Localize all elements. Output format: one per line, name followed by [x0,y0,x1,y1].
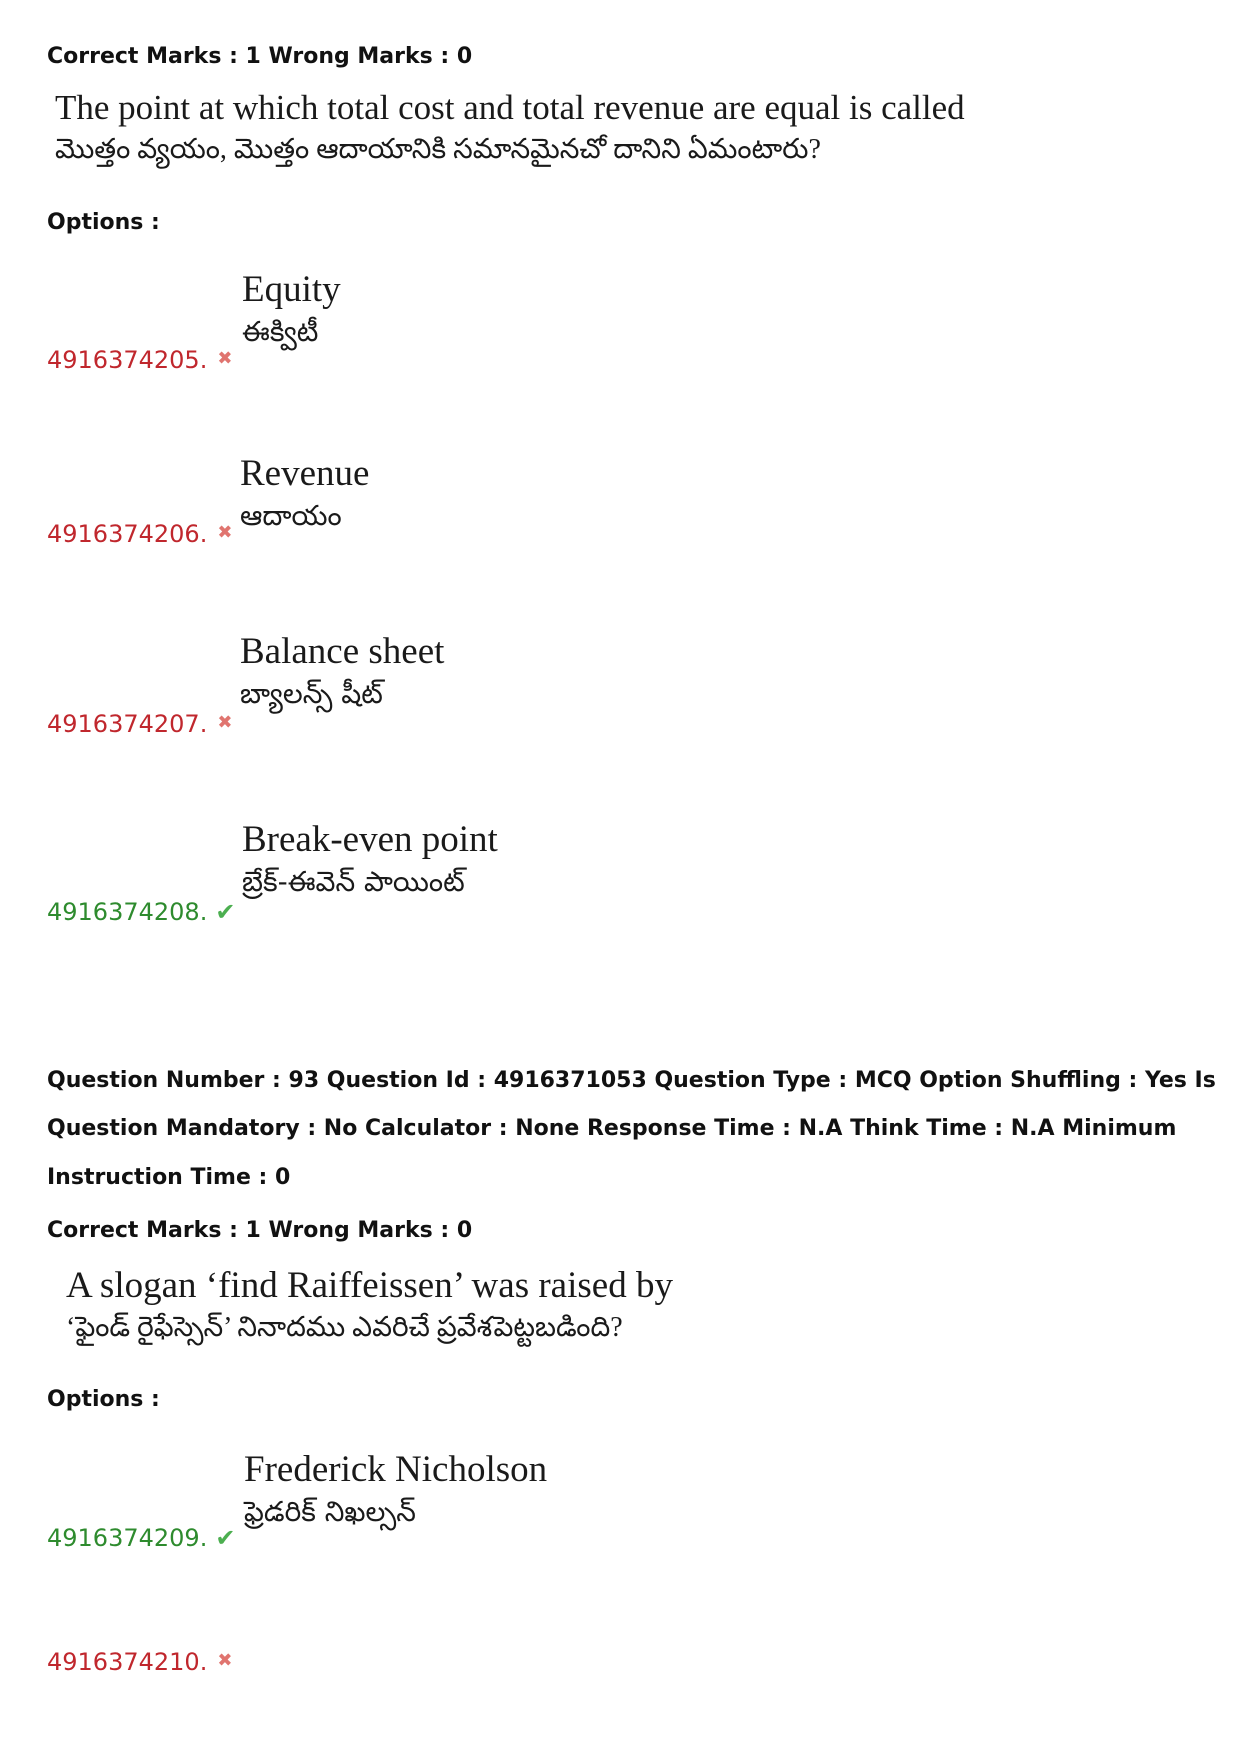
q92-option-2-id: 4916374206. [47,520,208,548]
q93-question-en: A slogan ‘find Raiffeissen’ was raised by [66,1265,673,1306]
q92-option-2-image [240,452,369,536]
q93-option-1-row [47,1524,235,1552]
q93-header-line2: Question Mandatory : No Calculator : None Response Time : N.A Think Time : N.A Minimum [47,1116,1177,1141]
q93-option-1-te: ఫ్రెడరిక్ నిఖల్సన్ [244,1495,416,1528]
q92-option-3-image [240,630,444,714]
cross-icon: ✖ [217,712,233,733]
cross-icon: ✖ [217,1650,233,1671]
q92-option-2-en: Revenue [240,453,370,494]
q92-option-1-te: ఈక్విటీ [242,315,319,348]
q93-options-label: Options : [47,1387,160,1412]
q92-option-3-row [47,710,232,738]
q92-option-2-te: ఆదాయం [240,499,342,532]
q92-option-4-row [47,898,235,926]
cross-icon: ✖ [217,522,233,543]
check-icon: ✔ [215,898,236,926]
q93-option-2-row [47,1648,232,1676]
q92-option-4-id: 4916374208. [47,898,208,926]
q92-option-3-id: 4916374207. [47,710,208,738]
q92-option-1-en: Equity [242,269,341,310]
q92-question-te: మొత్తం వ్యయం, మొత్తం ఆదాయానికి సమానమైనచో దానిని ఏమంటారు? [55,134,821,165]
q93-header-line1: Question Number : 93 Question Id : 4916371053 Question Type : MCQ Option Shuffling : Yes Is [47,1068,1216,1093]
q92-option-2-row [47,520,232,548]
q92-option-1-image [242,268,341,352]
q93-option-1-id: 4916374209. [47,1524,208,1552]
q93-question-image [66,1264,673,1348]
q93-option-1-en: Frederick Nicholson [244,1449,548,1490]
check-icon: ✔ [215,1524,236,1552]
q92-option-1-id: 4916374205. [47,346,208,374]
q92-option-1-row [47,346,232,374]
q92-option-3-en: Balance sheet [240,631,445,672]
q92-option-4-en: Break-even point [242,819,498,860]
q93-option-2-id: 4916374210. [47,1648,208,1676]
q93-marks: Correct Marks : 1 Wrong Marks : 0 [47,1218,473,1243]
q92-question-image [55,86,965,170]
cross-icon: ✖ [217,348,233,369]
q93-option-1-image [244,1448,547,1532]
q92-option-4-image [242,818,498,902]
q92-marks: Correct Marks : 1 Wrong Marks : 0 [47,44,473,69]
q92-option-4-te: బ్రేక్-ఈవెన్ పాయింట్ [242,865,465,898]
q93-header-line3: Instruction Time : 0 [47,1165,291,1190]
q92-question-en: The point at which total cost and total revenue are equal is called [55,88,965,127]
q93-question-te: ‘ఫైండ్ రైఫేస్సెన్’ నినాదము ఎవరిచే ప్రవేశపెట్టబడింది? [66,1312,623,1343]
q92-options-label: Options : [47,210,160,235]
q92-option-3-te: బ్యాలన్స్ షీట్ [240,677,383,710]
